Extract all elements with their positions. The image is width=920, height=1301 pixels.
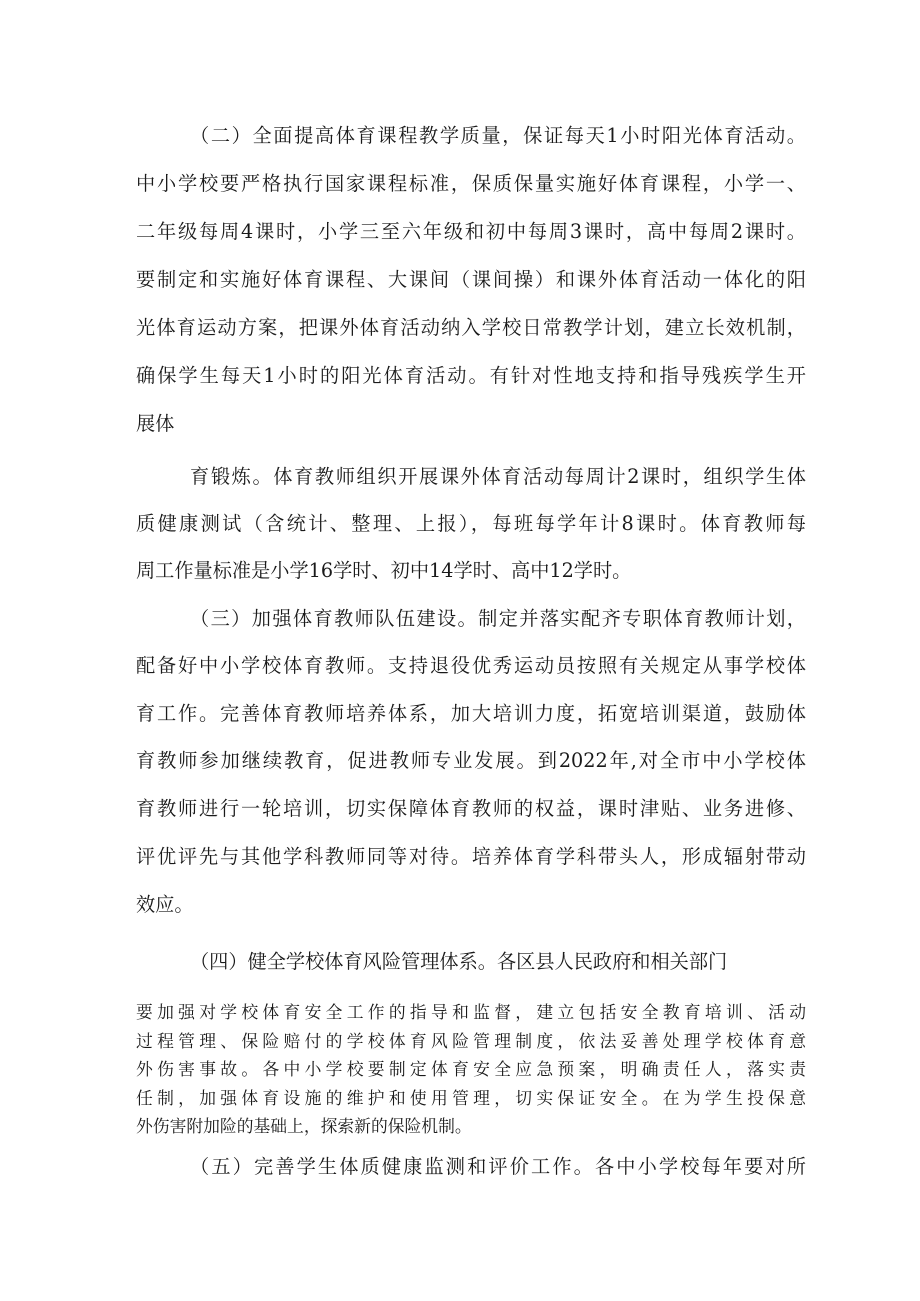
para-section2-line-2: 中小学校要严格执行国家课程标准，保质保量实施好体育课程，小学一、 <box>136 172 806 195</box>
para-section4-line-1: 要加强对学校体育安全工作的指导和监督，建立包括安全教育培训、活动 <box>136 1002 806 1022</box>
para-section2-line-5: 光体育运动方案，把课外体育活动纳入学校日常教学计划，建立长效机制， <box>136 316 806 339</box>
para-section2-cont-line-3: 周工作量标准是小学16学时、初中14学时、高中12学时。 <box>136 559 632 582</box>
para-section4-line-4: 任制，加强体育设施的维护和使用管理，切实保证安全。在为学生投保意 <box>136 1088 806 1108</box>
para-section3-line-6: 评优评先与其他学科教师同等对待。培养体育学科带头人，形成辐射带动 <box>136 845 806 868</box>
para-section4-heading: （四）健全学校体育风险管理体系。各区县人民政府和相关部门 <box>190 950 728 973</box>
para-section4-line-5: 外伤害附加险的基础上，探索新的保险机制。 <box>136 1116 472 1136</box>
para-section3-line-4: 育教师参加继续教育，促进教师专业发展。到2022年,对全市中小学校体 <box>136 749 806 772</box>
para-section3-line-2: 配备好中小学校体育教师。支持退役优秀运动员按照有关规定从事学校体 <box>136 654 806 677</box>
para-section2-line-4: 要制定和实施好体育课程、大课间（课间操）和课外体育活动一体化的阳 <box>136 268 806 291</box>
para-section3-line-7: 效应。 <box>136 893 194 916</box>
para-section2-line-6: 确保学生每天1小时的阳光体育活动。有针对性地支持和指导残疾学生开 <box>136 364 806 387</box>
para-section3-line-5: 育教师进行一轮培训，切实保障体育教师的权益，课时津贴、业务进修、 <box>136 797 806 820</box>
para-section4-line-2: 过程管理、保险赔付的学校体育风险管理制度，依法妥善处理学校体育意 <box>136 1031 806 1051</box>
para-section5-heading: （五）完善学生体质健康监测和评价工作。各中小学校每年要对所 <box>190 1155 806 1178</box>
para-section2-cont-line-1: 育锻炼。体育教师组织开展课外体育活动每周计2课时，组织学生体 <box>190 465 806 488</box>
para-section2-cont-line-2: 质健康测试（含统计、整理、上报），每班每学年计8课时。体育教师每 <box>136 512 806 535</box>
para-section2-line-1: （二）全面提高体育课程教学质量，保证每天1小时阳光体育活动。 <box>190 124 806 147</box>
para-section3-line-1: （三）加强体育教师队伍建设。制定并落实配齐专职体育教师计划， <box>190 607 806 630</box>
para-section3-line-3: 育工作。完善体育教师培养体系，加大培训力度，拓宽培训渠道，鼓励体 <box>136 702 806 725</box>
para-section4-line-3: 外伤害事故。各中小学校要制定体育安全应急预案，明确责任人，落实责 <box>136 1059 806 1079</box>
para-section2-line-3: 二年级每周4课时，小学三至六年级和初中每周3课时，高中每周2课时。 <box>136 220 806 243</box>
para-section2-line-7: 展体 <box>136 412 175 435</box>
